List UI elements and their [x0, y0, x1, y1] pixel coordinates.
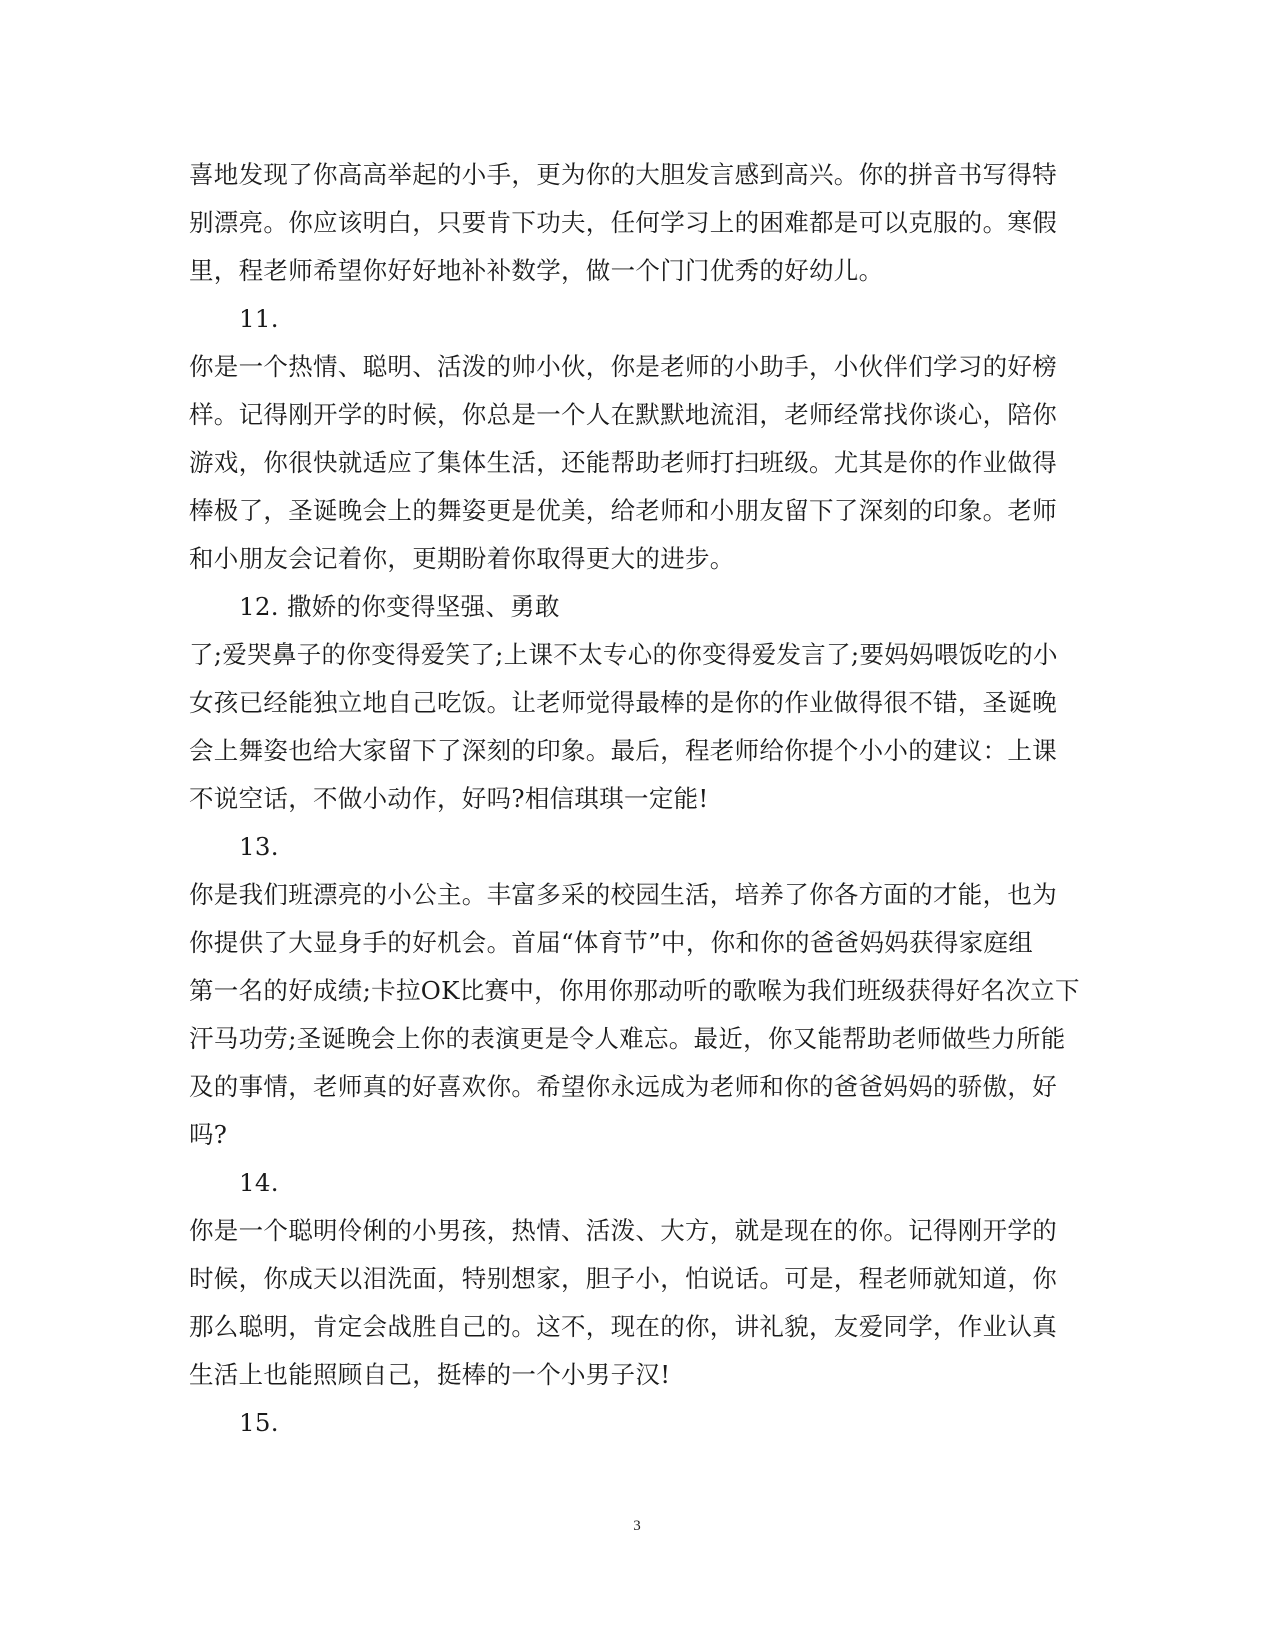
body-line: 女孩已经能独立地自己吃饭。让老师觉得最棒的是你的作业做得很不错，圣诞晚: [189, 688, 1057, 717]
body-line: 里，程老师希望你好好地补补数学，做一个门门优秀的好幼儿。: [189, 256, 884, 285]
body-line: 样。记得刚开学的时候，你总是一个人在默默地流泪，老师经常找你谈心，陪你: [189, 400, 1057, 429]
body-line: 你是一个聪明伶俐的小男孩，热情、活泼、大方，就是现在的你。记得刚开学的: [189, 1216, 1057, 1245]
body-line: 了;爱哭鼻子的你变得爱笑了;上课不太专心的你变得爱发言了;要妈妈喂饭吃的小: [189, 640, 1058, 669]
body-line: 喜地发现了你高高举起的小手，更为你的大胆发言感到高兴。你的拼音书写得特: [189, 160, 1057, 189]
page-number: 3: [633, 1518, 641, 1534]
body-line: 别漂亮。你应该明白，只要肯下功夫，任何学习上的困难都是可以克服的。寒假: [189, 208, 1057, 237]
body-line: 及的事情，老师真的好喜欢你。希望你永远成为老师和你的爸爸妈妈的骄傲，好: [189, 1072, 1057, 1101]
body-line: 汗马功劳;圣诞晚会上你的表演更是令人难忘。最近，你又能帮助老师做些力所能: [189, 1024, 1066, 1053]
body-line: 生活上也能照顾自己，挺棒的一个小男子汉!: [189, 1360, 671, 1389]
body-line: 会上舞姿也给大家留下了深刻的印象。最后，程老师给你提个小小的建议：上课: [189, 736, 1057, 765]
body-line: 和小朋友会记着你，更期盼着你取得更大的进步。: [189, 544, 735, 573]
body-line: 时候，你成天以泪洗面，特别想家，胆子小，怕说话。可是，程老师就知道，你: [189, 1264, 1057, 1293]
item-number: 15.: [239, 1408, 279, 1437]
body-line: 你是我们班漂亮的小公主。丰富多采的校园生活，培养了你各方面的才能，也为: [189, 880, 1057, 909]
document-body: [189, 151, 1080, 1447]
body-line: 你提供了大显身手的好机会。首届“体育节”中，你和你的爸爸妈妈获得家庭组: [189, 928, 1034, 957]
item-number: 11.: [239, 304, 279, 333]
item-number: 13.: [239, 832, 279, 861]
body-line: 不说空话，不做小动作，好吗?相信琪琪一定能!: [189, 784, 709, 813]
body-line: 吗?: [189, 1120, 228, 1149]
item-number: 14.: [239, 1168, 279, 1197]
body-line: 游戏，你很快就适应了集体生活，还能帮助老师打扫班级。尤其是你的作业做得: [189, 448, 1057, 477]
body-line: 那么聪明，肯定会战胜自己的。这不，现在的你，讲礼貌，友爱同学，作业认真: [189, 1312, 1057, 1341]
body-line: 你是一个热情、聪明、活泼的帅小伙，你是老师的小助手，小伙伴们学习的好榜: [189, 352, 1057, 381]
body-line: 第一名的好成绩;卡拉OK比赛中，你用你那动听的歌喉为我们班级获得好名次立下: [189, 976, 1080, 1005]
item-number: 12. 撒娇的你变得坚强、勇敢: [239, 592, 560, 621]
body-line: 棒极了，圣诞晚会上的舞姿更是优美，给老师和小朋友留下了深刻的印象。老师: [189, 496, 1057, 525]
